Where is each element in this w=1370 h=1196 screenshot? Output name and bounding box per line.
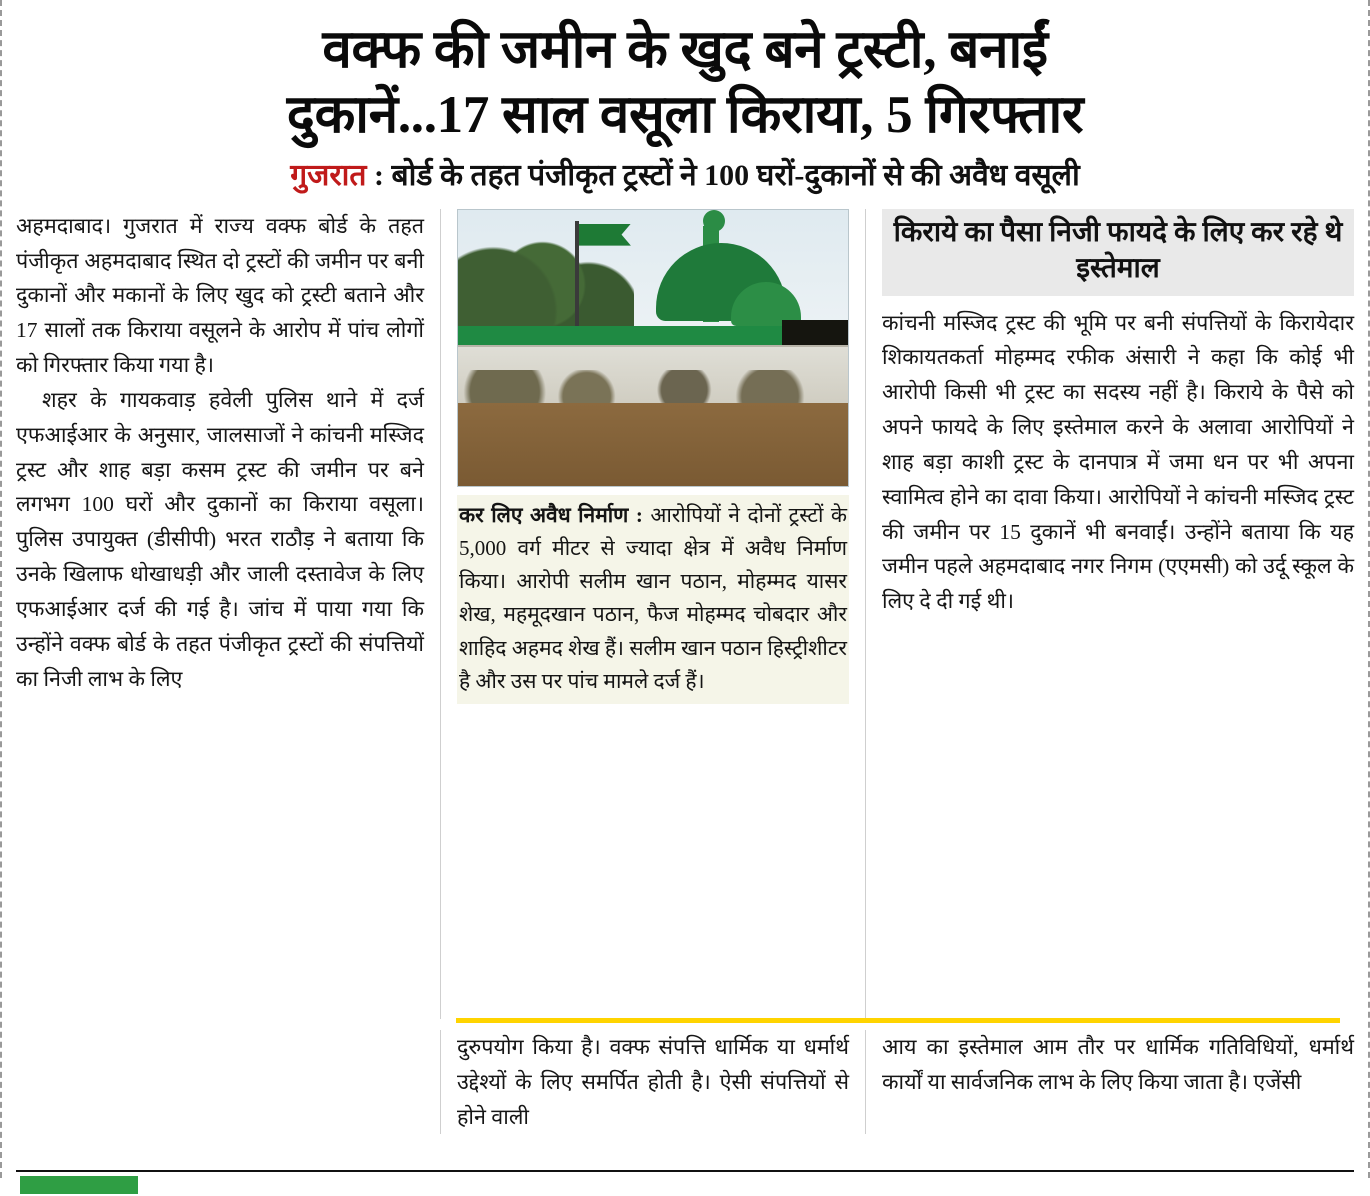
headline-line-1: वक्फ की जमीन के खुद बने ट्रस्टी, बनाईं: [322, 21, 1048, 79]
photo-ground: [458, 403, 848, 486]
photo-caption: [457, 495, 849, 704]
page-title: [22, 18, 1348, 147]
subheadline-text: बोर्ड के तहत पंजीकृत ट्रस्टों ने 100 घरों-दुकानों से की अवैध वसूली: [391, 159, 1080, 193]
bottom-columns: [16, 1030, 1354, 1134]
photo-caption-text: आरोपियों ने दोनों ट्रस्टों के 5,000 वर्ग मीटर से ज्यादा क्षेत्र में अवैध निर्माण किया। आरोपी सलीम खान पठान, मोहम्मद यासर शेख, महमूदखान पठान, फैज मोहम्मद चोबदार और शाहिद अहमद शेख हैं। सलीम खान पठान हिस्ट्रीशीटर है और उस पर पांच मामले दर्ज हैं।: [459, 502, 847, 693]
photo-minaret-finial: [703, 210, 725, 232]
footer-rule: [16, 1170, 1354, 1196]
photo-caption-lead: कर लिए अवैध निर्माण :: [459, 502, 643, 527]
headline-line-2: दुकानें...17 साल वसूला किराया, 5 गिरफ्तार: [286, 85, 1084, 144]
column-left: [16, 209, 441, 1019]
footer-green-block: [20, 1176, 138, 1194]
column-right: [866, 209, 1354, 1019]
yellow-divider-rule: [456, 1018, 1340, 1023]
paragraph-1: अहमदाबाद। गुजरात में राज्य वक्फ बोर्ड के तहत पंजीकृत अहमदाबाद स्थित दो ट्रस्टों की जमीन पर बनी दुकानों और मकानों के लिए खुद को ट्रस्टी बताने और 17 सालों तक किराया वसूलने के आरोप में पांच लोगों को गिरफ्तार किया गया है।: [16, 213, 424, 378]
paragraph-2: शहर के गायकवाड़ हवेली पुलिस थाने में दर्ज एफआईआर के अनुसार, जालसाजों ने कांचनी मस्जिद ट्रस्ट और शाह बड़ा कसम ट्रस्ट की जमीन पर बने लगभग 100 घरों और दुकानों का किराया वसूला। पुलिस उपायुक्त (डीसीपी) भरत राठौड़ ने बताया कि उनके खिलाफ धोखाधड़ी और जाली दस्तावेज के लिए एफआईआर दर्ज की गई है। जांच में पाया गया कि उन्होंने वक्फ बोर्ड के तहत पंजीकृत ट्रस्टों की संपत्तियों का निजी लाभ के लिए: [16, 387, 424, 691]
sidebar-box-title: किराये का पैसा निजी फायदे के लिए कर रहे थे इस्तेमाल: [882, 209, 1354, 296]
bottom-column-2: दुरुपयोग किया है। वक्फ संपत्ति धार्मिक या धर्मार्थ उद्देश्यों के लिए समर्पित होती है। ऐसी संपत्तियों से होने वाली: [441, 1030, 866, 1134]
bottom-column-1: [16, 1030, 441, 1134]
article-columns: [16, 209, 1354, 1019]
subheadline-separator: :: [366, 159, 392, 193]
bottom-column-3: आय का इस्तेमाल आम तौर पर धार्मिक गतिविधियों, धर्मार्थ कार्यों या सार्वजनिक लाभ के लिए किया जाता है। एजेंसी: [882, 1035, 1354, 1094]
photo-flag-pole: [575, 221, 579, 341]
article-photo: [457, 209, 849, 487]
clipping-inner: [16, 18, 1354, 1196]
column-middle: [441, 209, 866, 1019]
state-label: गुजरात: [290, 159, 367, 193]
subheadline: [22, 157, 1348, 195]
sidebar-box-body: कांचनी मस्जिद ट्रस्ट की भूमि पर बनी संपत्तियों के किरायेदार शिकायतकर्ता मोहम्मद रफीक अंसारी ने कहा कि कोई भी आरोपी किसी भी ट्रस्ट का सदस्य नहीं है। किराये के पैसे को अपने फायदे के लिए इस्तेमाल करने के अलावा आरोपियों ने शाह बड़ा काशी ट्रस्ट के दानपात्र में जमा धन पर भी अपना स्वामित्व होने का दावा किया। आरोपियों ने कांचनी मस्जिद ट्रस्ट की जमीन पर 15 दुकानें भी बनवाईं। उन्होंने बताया कि यह जमीन पहले अहमदाबाद नगर निगम (एएमसी) को उर्दू स्कूल के लिए दे दी गई थी।: [882, 310, 1354, 614]
